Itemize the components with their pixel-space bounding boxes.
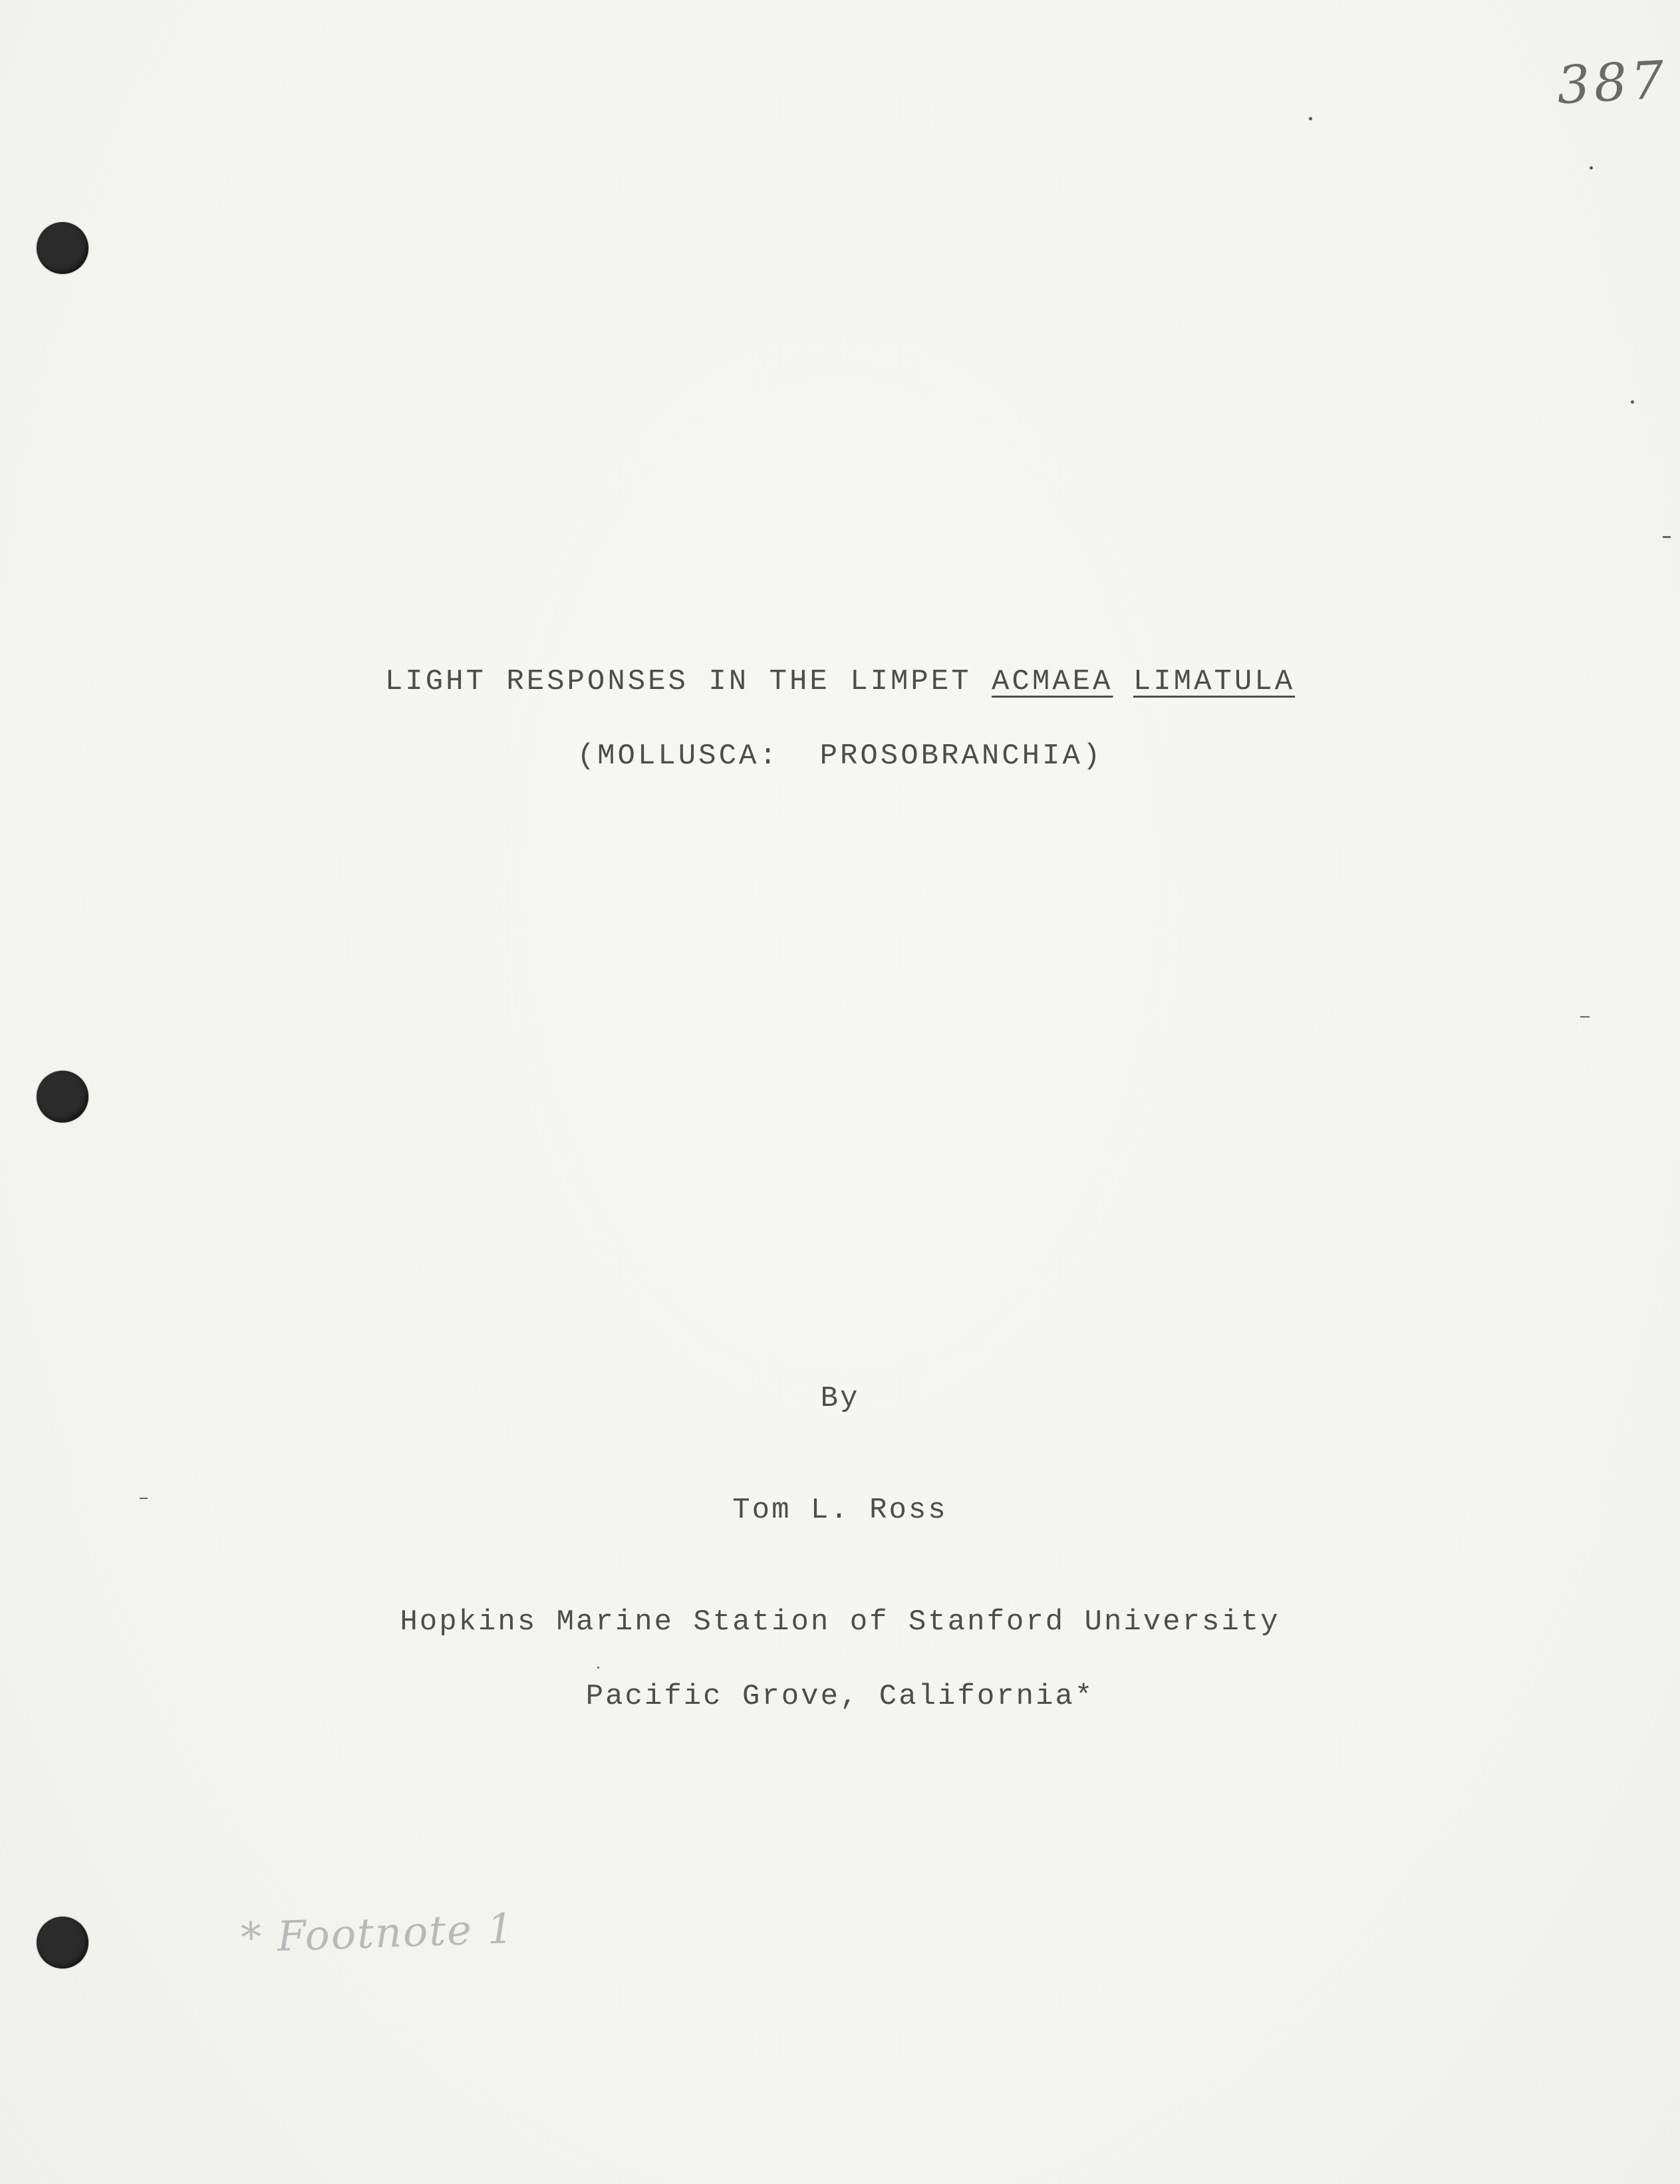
paper-speck (597, 1667, 599, 1669)
by-label: By (820, 1382, 860, 1415)
title-genus: ACMAEA (992, 665, 1113, 698)
paper-speck (1590, 166, 1593, 170)
title-prefix: LIGHT RESPONSES IN THE LIMPET (384, 665, 992, 698)
punch-hole-bottom (37, 1917, 88, 1969)
punch-hole-top (37, 222, 88, 274)
paper-mark (1663, 536, 1671, 538)
paper-mark (140, 1498, 148, 1499)
title (0, 665, 1680, 698)
handwritten-footnote-note: * Footnote 1 (239, 1903, 516, 1963)
handwritten-page-number: 387 (1555, 50, 1670, 116)
paper-speck (1309, 117, 1312, 120)
subtitle: (MOLLUSCA: PROSOBRANCHIA) (577, 740, 1103, 773)
paper-mark (1580, 1016, 1590, 1018)
punch-hole-middle (37, 1071, 88, 1123)
author-name: Tom L. Ross (732, 1494, 948, 1527)
title-species: LIMATULA (1133, 665, 1296, 698)
affiliation: Hopkins Marine Station of Stanford University (400, 1605, 1280, 1639)
paper-speck (1631, 400, 1634, 404)
location: Pacific Grove, California* (585, 1680, 1095, 1713)
title-space (1113, 665, 1133, 698)
